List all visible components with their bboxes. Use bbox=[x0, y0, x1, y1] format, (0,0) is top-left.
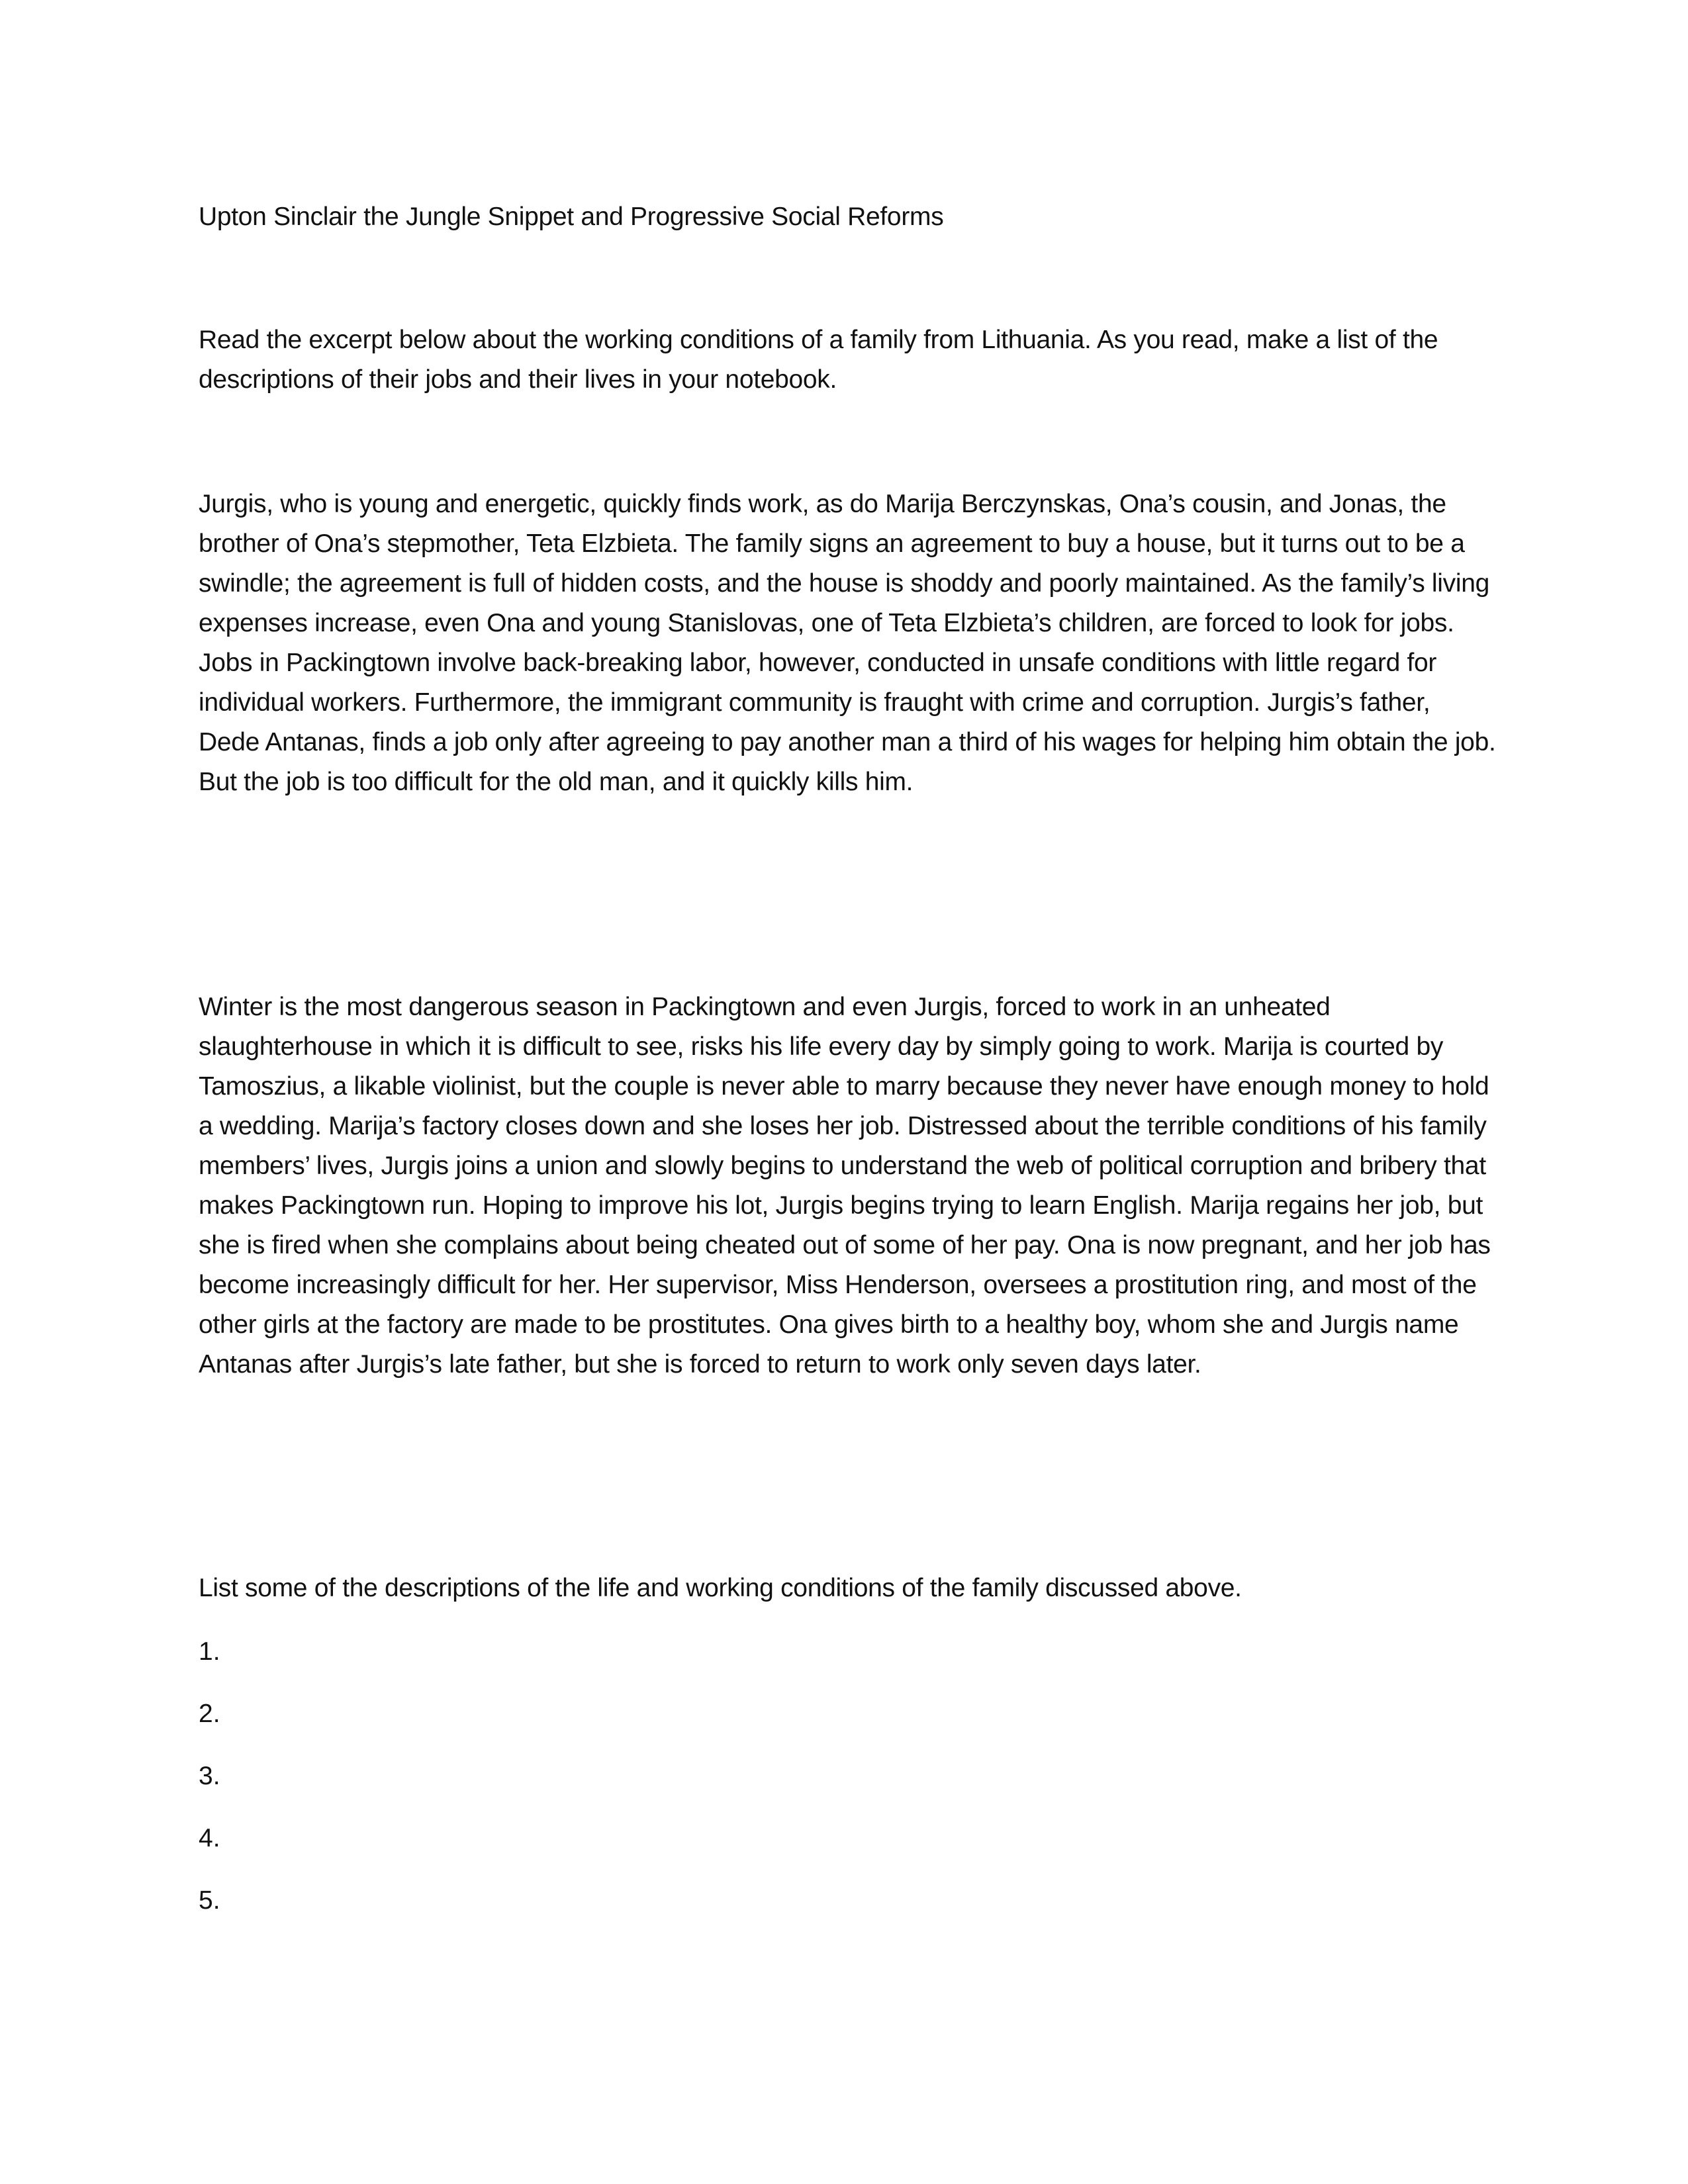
excerpt-paragraph-2: Winter is the most dangerous season in Packingtown and even Jurgis, forced to work in an unheated slaughterhouse in which it is difficult to see, risks his life every day by simply going to work. Marija is courted by Tamoszius, a likable violinist, but the couple is never able to marry because they never have enough money to hold a wedding. Marija’s factory closes down and she loses her job. Distressed about the terrible conditions of his family members’ lives, Jurgis joins a union and slowly begins to understand the web of political corruption and bribery that makes Packingtown run. Hoping to improve his lot, Jurgis begins trying to learn English. Marija regains her job, but she is fired when she complains about being cheated out of some of her pay. Ona is now pregnant, and her job has become increasingly difficult for her. Her supervisor, Miss Henderson, oversees a prostitution ring, and most of the other girls at the factory are made to be prostitutes. Ona gives birth to a healthy boy, whom she and Jurgis name Antanas after Jurgis’s late father, but she is forced to return to work only seven days later. bbox=[199, 993, 1491, 1379]
document-title: Upton Sinclair the Jungle Snippet and Progressive Social Reforms bbox=[199, 203, 944, 231]
answer-list-item-2: 2. bbox=[199, 1700, 220, 1728]
answer-list-item-1: 1. bbox=[199, 1637, 220, 1666]
answer-list bbox=[199, 1632, 220, 1943]
answer-list-item-4: 4. bbox=[199, 1824, 220, 1852]
excerpt-paragraph-1: Jurgis, who is young and energetic, quickly finds work, as do Marija Berczynskas, Ona’s cousin, and Jonas, the brother of Ona’s stepmother, Teta Elzbieta. The family signs an agreement to buy a house, but it turns out to be a swindle; the agreement is full of hidden costs, and the house is shoddy and poorly maintained. As the family’s living expenses increase, even Ona and young Stanislovas, one of Teta Elzbieta’s children, are forced to look for jobs. Jobs in Packingtown involve back-breaking labor, however, conducted in unsafe conditions with little regard for individual workers. Furthermore, the immigrant community is fraught with crime and corruption. Jurgis’s father, Dede Antanas, finds a job only after agreeing to pay another man a third of his wages for helping him obtain the job. But the job is too difficult for the old man, and it quickly kills him. bbox=[199, 490, 1496, 796]
answer-list-item-5: 5. bbox=[199, 1886, 220, 1915]
answer-list-item-3: 3. bbox=[199, 1762, 220, 1790]
instructions-text: Read the excerpt below about the working conditions of a family from Lithuania. As you read, make a list of the descriptions of their jobs and their lives in your notebook. bbox=[199, 326, 1438, 394]
list-prompt: List some of the descriptions of the life and working conditions of the family discussed above. bbox=[199, 1574, 1242, 1602]
